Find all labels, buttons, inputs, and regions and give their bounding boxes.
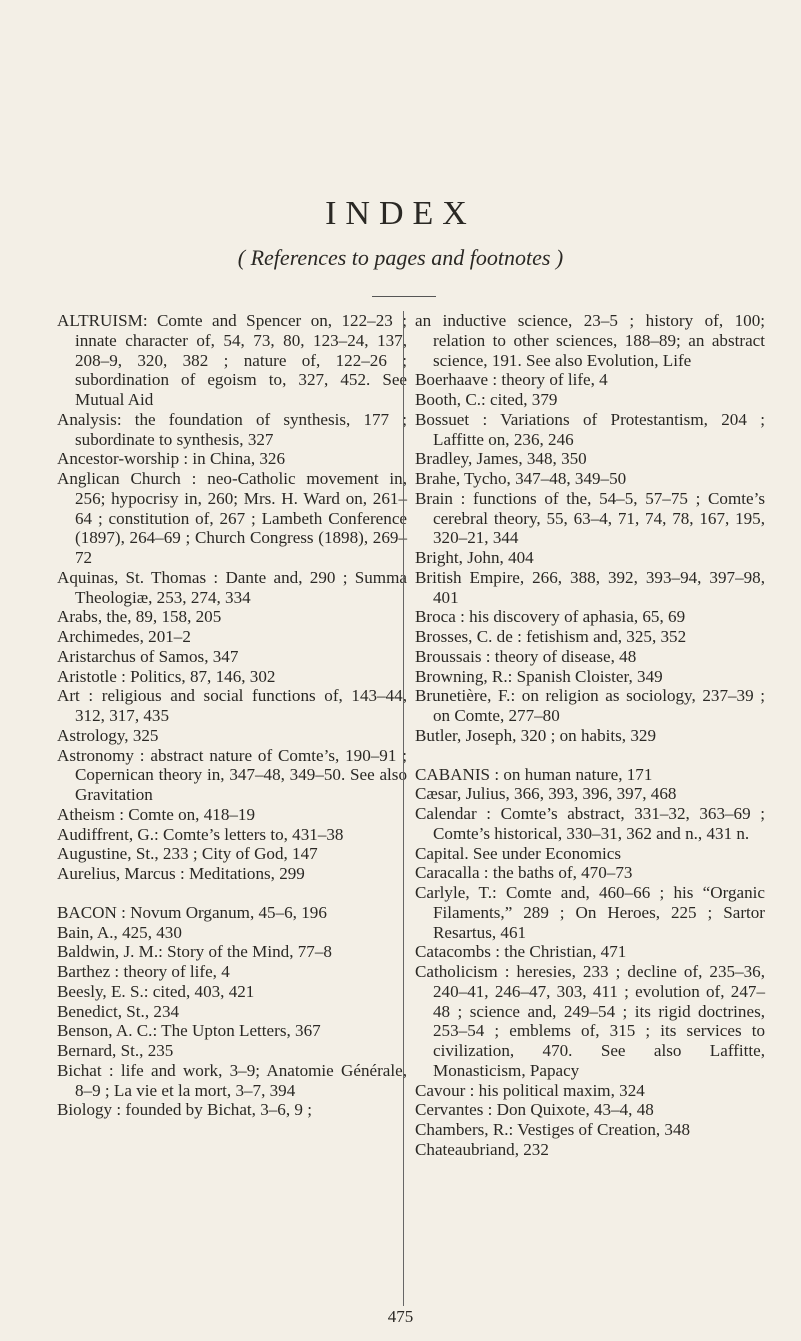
entry-heading: Benson, A. C. bbox=[57, 1021, 153, 1041]
entry-references: , 347 bbox=[204, 646, 239, 666]
entry-references: : on religion as sociology, 237–39 ; on Comte, 277–80 bbox=[433, 686, 765, 725]
entry-references: : abstract nature of Comte’s, 190–91 ; Copernican theory in, 347–48, 349–50. See also Gravitation bbox=[75, 745, 407, 804]
entry-heading: Archimedes bbox=[57, 627, 140, 646]
entry-heading: Bichat bbox=[57, 1060, 102, 1080]
entry-references: , 366, 393, 396, 397, 468 bbox=[505, 784, 677, 804]
entry-heading: Calendar bbox=[415, 804, 477, 823]
entry-references: , 234 bbox=[144, 1001, 180, 1021]
entry-heading: Biology bbox=[57, 1100, 113, 1120]
section-gap bbox=[415, 746, 765, 765]
entry-references: : Novum Organum, 45–6, 196 bbox=[116, 902, 327, 922]
entry-heading: Chateaubriand bbox=[415, 1139, 515, 1159]
entry-references: : his political maxim, 324 bbox=[465, 1080, 645, 1100]
index-entry bbox=[415, 863, 765, 883]
entry-references: , 348, 350 bbox=[518, 449, 587, 469]
entry-heading: Bradley, James bbox=[415, 449, 519, 469]
index-entry bbox=[415, 647, 765, 667]
entry-heading: Bernard, St. bbox=[57, 1041, 140, 1060]
index-entry bbox=[415, 469, 765, 489]
index-entry bbox=[415, 627, 765, 647]
column-divider bbox=[403, 311, 404, 1306]
page-subtitle: ( References to pages and footnotes ) bbox=[237, 245, 564, 270]
index-entry bbox=[415, 667, 765, 687]
entry-heading: Butler, Joseph bbox=[415, 725, 513, 745]
left-column bbox=[57, 311, 407, 1120]
entry-references: : Story of the Mind, 77–8 bbox=[158, 942, 332, 962]
index-entry bbox=[415, 607, 765, 627]
entry-references: : religious and social functions of, 143–44, 312, 317, 435 bbox=[75, 686, 407, 725]
index-entry bbox=[57, 726, 407, 746]
entry-references: : Meditations, 299 bbox=[175, 864, 305, 883]
entry-references: : his discovery of aphasia, 65, 69 bbox=[455, 607, 686, 627]
entry-references: , 201–2 bbox=[139, 627, 191, 646]
entry-references: , 233 ; City of God, 147 bbox=[154, 844, 318, 864]
entry-heading: Brain bbox=[415, 488, 453, 508]
entry-references: : Comte and Spencer on, 122–23 ; innate character of, 54, 73, 80, 123–24, 137, 208–9, 320, 382 ; nature of, 122–26 ; subordination of egoism to, 327, 452. See Mutual Aid bbox=[75, 311, 407, 409]
entry-heading: Catacombs bbox=[415, 942, 491, 962]
index-entry bbox=[415, 1100, 765, 1120]
index-entry bbox=[415, 568, 765, 608]
entry-references: : functions of the, 54–5, 57–75 ; Comte’s cerebral theory, 55, 63–4, 71, 74, 78, 167, 195, 320–21, 344 bbox=[433, 488, 765, 548]
index-entry bbox=[57, 942, 407, 962]
index-entry bbox=[57, 903, 407, 923]
entry-heading: Analysis bbox=[57, 409, 117, 429]
entry-heading: Chambers, R. bbox=[415, 1120, 509, 1139]
entry-references: : Spanish Cloister, 349 bbox=[507, 666, 663, 686]
index-entry bbox=[57, 607, 407, 627]
entry-heading: Cæsar, Julius bbox=[415, 784, 506, 804]
index-entry bbox=[415, 1120, 765, 1140]
entry-heading: Augustine, St. bbox=[57, 844, 155, 864]
entry-references: : the baths of, 470–73 bbox=[479, 863, 633, 883]
entry-heading: Atheism bbox=[57, 804, 115, 824]
entry-references: , 347–48, 349–50 bbox=[506, 469, 627, 488]
index-entry bbox=[57, 746, 407, 805]
index-entry bbox=[57, 449, 407, 469]
index-entry bbox=[57, 1100, 407, 1120]
index-entry bbox=[57, 864, 407, 884]
index-entry bbox=[415, 489, 765, 548]
index-entry bbox=[57, 1002, 407, 1022]
index-entry bbox=[415, 942, 765, 962]
entry-references: : theory of life, 4 bbox=[110, 962, 230, 981]
index-entry bbox=[57, 962, 407, 982]
entry-heading: Booth, C. bbox=[415, 390, 482, 409]
index-entry bbox=[415, 883, 765, 942]
entry-heading: Aquinas, St. Thomas bbox=[57, 567, 207, 587]
entry-references: : theory of disease, 48 bbox=[481, 646, 637, 666]
entry-heading: Capital bbox=[415, 843, 465, 863]
index-entry bbox=[57, 469, 407, 568]
entry-references: : Don Quixote, 43–4, 48 bbox=[483, 1100, 654, 1120]
entry-heading: Astrology bbox=[57, 725, 125, 745]
entry-heading: Audiffrent, G. bbox=[57, 824, 155, 844]
entry-heading: Cervantes bbox=[415, 1100, 484, 1120]
index-entry bbox=[415, 726, 765, 746]
index-entry bbox=[415, 390, 765, 410]
entry-heading: Cavour bbox=[415, 1080, 466, 1100]
index-entry bbox=[57, 805, 407, 825]
entry-heading: Ancestor-worship bbox=[57, 449, 180, 469]
entry-heading: Broca bbox=[415, 607, 456, 627]
entry-references: , 325 bbox=[124, 725, 159, 745]
entry-heading: Bright, John bbox=[415, 548, 500, 567]
section-gap bbox=[57, 884, 407, 903]
index-entry bbox=[415, 370, 765, 390]
index-entry bbox=[57, 647, 407, 667]
entry-heading: Beesly, E. S. bbox=[57, 981, 144, 1001]
entry-heading: Boerhaave bbox=[415, 370, 489, 390]
entry-heading: Catholicism bbox=[415, 962, 498, 981]
entry-heading: Aurelius, Marcus bbox=[57, 864, 176, 883]
index-entry bbox=[415, 410, 765, 450]
page-number: 475 bbox=[387, 1307, 414, 1326]
entry-heading: Broussais bbox=[415, 646, 482, 666]
entry-heading: ALTRUISM bbox=[57, 311, 143, 330]
entry-references: , 320 ; on habits, 329 bbox=[512, 725, 656, 745]
entry-heading: Brunetière, F. bbox=[415, 686, 511, 706]
entry-references: : fetishism and, 325, 352 bbox=[512, 627, 687, 646]
index-entry bbox=[415, 784, 765, 804]
entry-heading: Art bbox=[57, 686, 80, 706]
index-entry bbox=[57, 825, 407, 845]
index-entry bbox=[415, 1140, 765, 1160]
entry-references: : Dante and, 290 ; Summa Theologiæ, 253, 274, 334 bbox=[75, 567, 407, 607]
entry-heading: CABANIS bbox=[415, 764, 491, 784]
index-entry bbox=[415, 686, 765, 726]
entry-heading: Aristarchus of Samos bbox=[57, 646, 205, 666]
index-entry bbox=[57, 982, 407, 1002]
entry-references: : the foundation of synthesis, 177 ; subordinate to synthesis, 327 bbox=[75, 409, 407, 449]
index-entry bbox=[57, 923, 407, 943]
index-entry bbox=[415, 844, 765, 864]
entry-references: : heresies, 233 ; decline of, 235–36, 240–41, 246–47, 303, 411 ; evolution of, 247–48 ; science and, 249–54 ; its rigid doctrines, 253–54 ; emblems of, 315 ; its services to civilization, 470. See also Laffitte, Monasticism, Papacy bbox=[433, 962, 765, 1080]
entry-references: : Variations of Protestantism, 204 ; Laffitte on, 236, 246 bbox=[433, 409, 765, 449]
entry-references: : Vestiges of Creation, 348 bbox=[508, 1120, 691, 1139]
index-entry bbox=[57, 311, 407, 410]
index-entry bbox=[57, 410, 407, 450]
index-entry bbox=[415, 548, 765, 568]
entry-references: : in China, 326 bbox=[179, 449, 286, 469]
entry-heading: Browning, R. bbox=[415, 666, 508, 686]
entry-references: : cited, 403, 421 bbox=[143, 981, 255, 1001]
entry-references: : the Christian, 471 bbox=[490, 942, 627, 962]
entry-heading: Carlyle, T. bbox=[415, 883, 492, 902]
entry-references: : founded by Bichat, 3–6, 9 ; bbox=[112, 1100, 312, 1120]
entry-heading: Bain, A. bbox=[57, 922, 114, 942]
entry-references: . See under Economics bbox=[464, 843, 622, 863]
entry-heading: BACON bbox=[57, 902, 117, 922]
entry-references: : neo-Catholic movement in, 256; hypocrisy in, 260; Mrs. H. Ward on, 261–64 ; constitution of, 267 ; Lambeth Conference (1897), 264–69 ; Church Congress (1898), 269–72 bbox=[75, 469, 407, 567]
index-entry bbox=[415, 804, 765, 844]
entry-heading: Brahe, Tycho bbox=[415, 469, 507, 488]
entry-heading: Benedict, St. bbox=[57, 1001, 145, 1021]
index-entry bbox=[57, 1041, 407, 1061]
entry-references: , 266, 388, 392, 393–94, 397–98, 401 bbox=[433, 567, 765, 607]
entry-references: , 232 bbox=[514, 1139, 549, 1159]
entry-heading: Caracalla bbox=[415, 863, 480, 883]
entry-heading: Anglican Church bbox=[57, 469, 181, 488]
entry-references: an inductive science, 23–5 ; history of, 100; relation to other sciences, 188–89; an abstract science, 191. See also Evolution, Life bbox=[415, 311, 765, 370]
entry-references: , 404 bbox=[499, 548, 534, 567]
entry-heading: Astronomy bbox=[57, 745, 134, 765]
entry-references: : Comte’s letters to, 431–38 bbox=[154, 824, 344, 844]
entry-heading: Bossuet bbox=[415, 409, 470, 429]
index-entry bbox=[57, 1021, 407, 1041]
index-entry bbox=[57, 627, 407, 647]
entry-heading: Barthez bbox=[57, 962, 111, 981]
entry-references: : Comte on, 418–19 bbox=[114, 804, 256, 824]
entry-references: , 425, 430 bbox=[113, 922, 182, 942]
title-rule bbox=[372, 296, 436, 297]
entry-heading: Baldwin, J. M. bbox=[57, 942, 159, 962]
index-entry bbox=[57, 667, 407, 687]
entry-references: : cited, 379 bbox=[481, 390, 558, 409]
right-column bbox=[415, 311, 765, 1160]
index-entry bbox=[57, 568, 407, 608]
index-entry bbox=[415, 311, 765, 370]
entry-heading: British Empire bbox=[415, 567, 520, 587]
index-entry bbox=[415, 449, 765, 469]
entry-references: : theory of life, 4 bbox=[488, 370, 608, 390]
entry-references: : Politics, 87, 146, 302 bbox=[116, 666, 276, 686]
entry-heading: Arabs bbox=[57, 607, 98, 627]
index-entry bbox=[57, 844, 407, 864]
entry-references: : Comte and, 460–66 ; his “Organic Filaments,” 289 ; On Heroes, 225 ; Sartor Resartus, 461 bbox=[433, 883, 765, 942]
index-entry bbox=[57, 686, 407, 726]
entry-references: , 235 bbox=[139, 1041, 174, 1060]
index-entry bbox=[415, 962, 765, 1081]
entry-references: : life and work, 3–9; Anatomie Générale, 8–9 ; La vie et la mort, 3–7, 394 bbox=[75, 1060, 407, 1100]
entry-references: : Comte’s abstract, 331–32, 363–69 ; Comte’s historical, 330–31, 362 and n., 431 n. bbox=[433, 804, 765, 843]
entry-references: : on human nature, 171 bbox=[490, 764, 653, 784]
index-entry bbox=[415, 1081, 765, 1101]
entry-heading: Aristotle bbox=[57, 666, 117, 686]
index-entry bbox=[415, 765, 765, 785]
entry-heading: Brosses, C. de bbox=[415, 627, 513, 646]
page-title: INDEX bbox=[325, 195, 476, 232]
index-entry bbox=[57, 1061, 407, 1101]
entry-references: : The Upton Letters, 367 bbox=[152, 1021, 321, 1041]
entry-references: , the, 89, 158, 205 bbox=[97, 607, 222, 627]
